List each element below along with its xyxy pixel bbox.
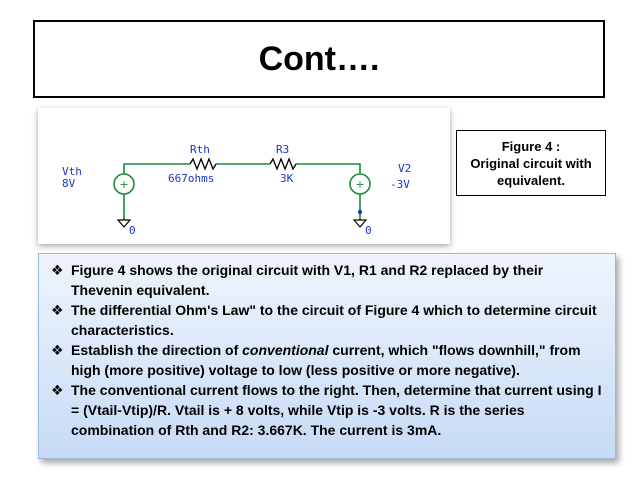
bullet-item bbox=[51, 380, 607, 440]
wire-left bbox=[124, 164, 190, 168]
right-ground-label: 0 bbox=[365, 224, 372, 237]
circuit-figure bbox=[38, 108, 450, 244]
junction-dot-icon bbox=[358, 210, 362, 214]
left-ground-label: 0 bbox=[129, 224, 136, 237]
figure-caption bbox=[456, 130, 606, 196]
right-source-plus-icon: + bbox=[355, 178, 365, 191]
left-source-value: 8V bbox=[62, 177, 76, 190]
r3-resistor bbox=[270, 159, 296, 169]
four-diamond-bullet-icon: ❖ bbox=[51, 382, 64, 398]
bullet-item bbox=[51, 300, 607, 340]
bullet-text-4: The conventional current flows to the right. Then, determine that current using I = (Vtail-Vtip)/R. Vtail is + 8 volts, while Vtip is -3 volts. R is the series combination of Rth and R2: 3.667K. The current is 3mA. bbox=[71, 382, 602, 438]
bullet-text-1: Figure 4 shows the original circuit with V1, R1 and R2 replaced by their Thevenin equivalent. bbox=[71, 262, 544, 298]
r3-label: R3 bbox=[276, 143, 290, 156]
slide-title-box bbox=[33, 20, 605, 98]
emphasis-conventional: conventional bbox=[242, 342, 329, 358]
circuit-diagram bbox=[38, 108, 450, 244]
bullet-text-2: The differential Ohm's Law" to the circuit of Figure 4 which to determine circuit characteristics. bbox=[71, 302, 597, 338]
four-diamond-bullet-icon: ❖ bbox=[51, 302, 64, 318]
right-source-value: -3V bbox=[390, 178, 410, 191]
rth-label: Rth bbox=[190, 143, 210, 156]
caption-line-2: Original circuit with bbox=[470, 155, 592, 171]
bullet-list bbox=[38, 253, 616, 459]
bullet-text-3: Establish the direction of conventional current, which "flows downhill," from high (more positive) voltage to low (less positive or more negative). bbox=[71, 342, 581, 378]
slide-title: Cont…. bbox=[258, 39, 380, 78]
four-diamond-bullet-icon: ❖ bbox=[51, 262, 64, 278]
left-source-name: Vth bbox=[62, 165, 82, 178]
wire-right bbox=[296, 164, 360, 174]
four-diamond-bullet-icon: ❖ bbox=[51, 342, 64, 358]
left-source-plus-icon: + bbox=[119, 178, 129, 191]
rth-value: 667ohms bbox=[168, 172, 215, 185]
r3-value: 3K bbox=[280, 172, 294, 185]
bullet-item bbox=[51, 260, 607, 300]
caption-line-1: Figure 4 : bbox=[501, 138, 561, 154]
bullet-item bbox=[51, 340, 607, 380]
rth-resistor bbox=[190, 159, 216, 169]
caption-line-3: equivalent. bbox=[497, 172, 565, 188]
right-source-name: V2 bbox=[398, 162, 412, 175]
